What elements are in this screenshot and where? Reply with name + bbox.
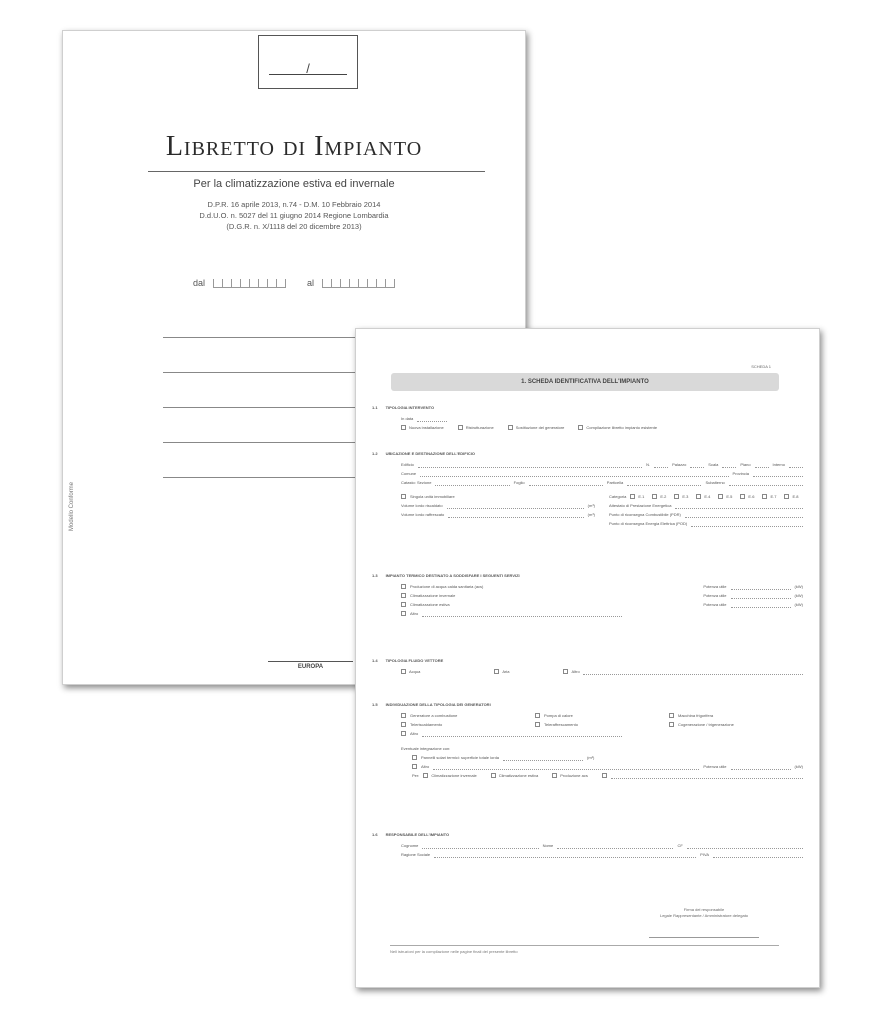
field-label: Climatizzazione estiva (410, 602, 450, 607)
checkbox[interactable] (401, 602, 406, 607)
form-footer: Nell istruzioni per la compilazione nelle pagine finali del presente libretto (390, 945, 779, 954)
field-label: Punto di riconsegna Combustibile (PDR) (609, 512, 681, 517)
unit-label: (kW) (794, 593, 803, 598)
option[interactable]: E.3 (674, 494, 688, 499)
section-number: 1.4 (372, 658, 378, 663)
form-page-label: SCHEDA 1 (751, 364, 771, 369)
field-label: Potenza utile (703, 602, 727, 607)
section-title: TIPOLOGIA FLUIDO VETTORE (385, 658, 444, 663)
section-title: TIPOLOGIA INTERVENTO (385, 405, 435, 410)
option[interactable]: Climatizzazione invernale (423, 773, 476, 778)
title-rule (148, 171, 485, 172)
checkbox[interactable] (718, 494, 723, 499)
field-label: Interno (772, 462, 785, 467)
reference-line: (D.G.R. n. X/1118 del 20 dicembre 2013) (226, 222, 362, 231)
section-number: 1.2 (372, 451, 378, 456)
checkbox[interactable] (401, 731, 406, 736)
section-title: UBICAZIONE E DESTINAZIONE DELL'EDIFICIO (385, 451, 475, 456)
checkbox[interactable] (401, 722, 406, 727)
signature-sublabel: Legale Rappresentante / Amministratore delegato (659, 913, 749, 918)
field-label: Pompa di calore (544, 713, 573, 718)
section-title: INDIVIDUAZIONE DELLA TIPOLOGIA DEI GENERATORI (385, 702, 491, 707)
option[interactable]: E.5 (718, 494, 732, 499)
field-label: Teleriscaldamento (410, 722, 443, 727)
signature-block (649, 907, 759, 938)
field-label: Eventuale integrazione con: (401, 746, 451, 751)
section-number: 1.1 (372, 405, 378, 410)
field-label: Teleraffrescamento (544, 722, 578, 727)
checkbox[interactable] (412, 764, 417, 769)
cover-subtitle: Per la climatizzazione estiva ed invernale (193, 178, 395, 190)
field-label: Altro (421, 764, 430, 769)
checkbox[interactable] (458, 425, 463, 430)
checkbox[interactable] (494, 669, 499, 674)
signature-label: Firma del responsabile (683, 907, 725, 912)
checkbox[interactable] (491, 773, 496, 778)
section-number: 1.6 (372, 832, 378, 837)
section-1-4 (372, 658, 803, 676)
option[interactable]: Ristrutturazione (458, 425, 494, 430)
checkbox[interactable] (762, 494, 767, 499)
field-label: Per: (412, 773, 420, 778)
checkbox[interactable] (669, 713, 674, 718)
option[interactable]: E.7 (762, 494, 776, 499)
cover-title: Libretto di Impianto (165, 131, 423, 162)
al-label: al (307, 278, 315, 288)
field-label: Volume lordo riscaldato (401, 503, 443, 508)
section-title: RESPONSABILE DELL'IMPIANTO (385, 832, 450, 837)
field-label: CF (677, 843, 683, 848)
option[interactable]: Nuova installazione (401, 425, 444, 430)
field-label: PIVA (700, 852, 709, 857)
unit-label: (kW) (794, 602, 803, 607)
field-label: Palazzo (672, 462, 687, 467)
year-slash: / (306, 61, 310, 76)
checkbox[interactable] (674, 494, 679, 499)
checkbox[interactable] (401, 494, 406, 499)
checkbox[interactable] (630, 494, 635, 499)
section-number: 1.5 (372, 702, 378, 707)
checkbox[interactable] (696, 494, 701, 499)
checkbox[interactable] (578, 425, 583, 430)
option[interactable]: Aria (494, 669, 509, 674)
option[interactable]: E.2 (652, 494, 666, 499)
option[interactable]: Produzione acs (552, 773, 588, 778)
field-label: Potenza utile (703, 593, 727, 598)
unit-label: (m³) (587, 503, 595, 508)
field-label: Comune (401, 471, 417, 476)
checkbox[interactable] (508, 425, 513, 430)
field-label: Piano (740, 462, 751, 467)
field-label: Categoria (609, 494, 627, 499)
field-label: Edificio (401, 462, 414, 467)
checkbox[interactable] (784, 494, 789, 499)
field-label: Singola unità immobiliare (410, 494, 455, 499)
reference-line: D.d.U.O. n. 5027 del 11 giugno 2014 Regione Lombardia (199, 211, 389, 220)
field-label: Scala (708, 462, 719, 467)
field-label: Punto di riconsegna Energia Elettrica (POD) (609, 521, 688, 526)
form-page (355, 328, 820, 988)
field-label: Provincia (732, 471, 749, 476)
field-label: Ragione Sociale (401, 852, 431, 857)
field-label: Subalterno (705, 480, 725, 485)
checkbox[interactable] (401, 425, 406, 430)
unit-label: (m³) (587, 512, 595, 517)
field-label: Volume lordo raffrescato (401, 512, 445, 517)
checkbox[interactable] (602, 773, 607, 778)
unit-label: (kW) (794, 584, 803, 589)
section-1-3 (372, 573, 803, 618)
field-label: Pannelli solari termici: superficie totale lorda (421, 755, 500, 760)
option[interactable]: E.8 (784, 494, 798, 499)
field-label: Potenza utile (703, 764, 727, 769)
field-label: Produzione di acqua calda sanitaria (acs) (410, 584, 484, 589)
checkbox[interactable] (401, 584, 406, 589)
field-label: Cognome (401, 843, 419, 848)
field-label: N. (646, 462, 651, 467)
field-label: Generatore a combustione (410, 713, 458, 718)
section-1-1 (372, 405, 803, 432)
field-label: Macchina frigorifera (678, 713, 714, 718)
side-text: Modello Conforme (69, 481, 75, 531)
option[interactable]: Altro (563, 669, 803, 675)
date-label: In data (401, 416, 414, 421)
field-label: Foglio (513, 480, 525, 485)
field-label: Nome (542, 843, 554, 848)
date-range (193, 278, 394, 288)
checkbox[interactable] (401, 611, 406, 616)
option[interactable]: E.1 (630, 494, 644, 499)
checkbox[interactable] (669, 722, 674, 727)
field-label: Cogenerazione / trigenerazione (678, 722, 734, 727)
checkbox[interactable] (412, 755, 417, 760)
reference-line: D.P.R. 16 aprile 2013, n.74 - D.M. 10 Febbraio 2014 (207, 200, 381, 209)
field-label: Catasto: Sezione (401, 480, 432, 485)
option[interactable]: Sostituzione del generatore (508, 425, 565, 430)
field-label: Potenza utile (703, 584, 727, 589)
field-label: Particella (606, 480, 624, 485)
dal-date-boxes (213, 279, 285, 288)
field-label: Climatizzazione invernale (410, 593, 456, 598)
option[interactable]: E.6 (740, 494, 754, 499)
field-label: Attestato di Prestazione Energetica (609, 503, 672, 508)
unit-label: (kW) (794, 764, 803, 769)
section-title: IMPIANTO TERMICO DESTINATO A SODDISFARE I SEGUENTI SERVIZI (385, 573, 520, 578)
checkbox[interactable] (535, 713, 540, 718)
checkbox[interactable] (401, 669, 406, 674)
unit-label: (m²) (587, 755, 595, 760)
form-header: 1. SCHEDA IDENTIFICATIVA DELL'IMPIANTO (391, 373, 779, 391)
section-1-5 (372, 702, 803, 780)
checkbox[interactable] (652, 494, 657, 499)
field-label: Altro (410, 731, 419, 736)
option[interactable]: Acqua (401, 669, 420, 674)
option[interactable]: E.4 (696, 494, 710, 499)
cover-references (63, 199, 525, 232)
checkbox[interactable] (740, 494, 745, 499)
al-date-boxes (322, 279, 394, 288)
publisher-label: EUROPA (268, 661, 353, 670)
dal-label: dal (193, 278, 206, 288)
checkbox[interactable] (423, 773, 428, 778)
checkbox[interactable] (552, 773, 557, 778)
checkbox[interactable] (563, 669, 568, 674)
checkbox[interactable] (401, 713, 406, 718)
checkbox[interactable] (401, 593, 406, 598)
field-label: Altro (410, 611, 419, 616)
option[interactable]: Climatizzazione estiva (491, 773, 539, 778)
section-1-2 (372, 451, 803, 528)
signature-line[interactable] (649, 937, 759, 938)
section-1-6 (372, 832, 803, 859)
year-box (258, 35, 358, 89)
section-number: 1.3 (372, 573, 378, 578)
checkbox[interactable] (535, 722, 540, 727)
option[interactable]: Compilazione libretto impianto esistente (578, 425, 657, 430)
